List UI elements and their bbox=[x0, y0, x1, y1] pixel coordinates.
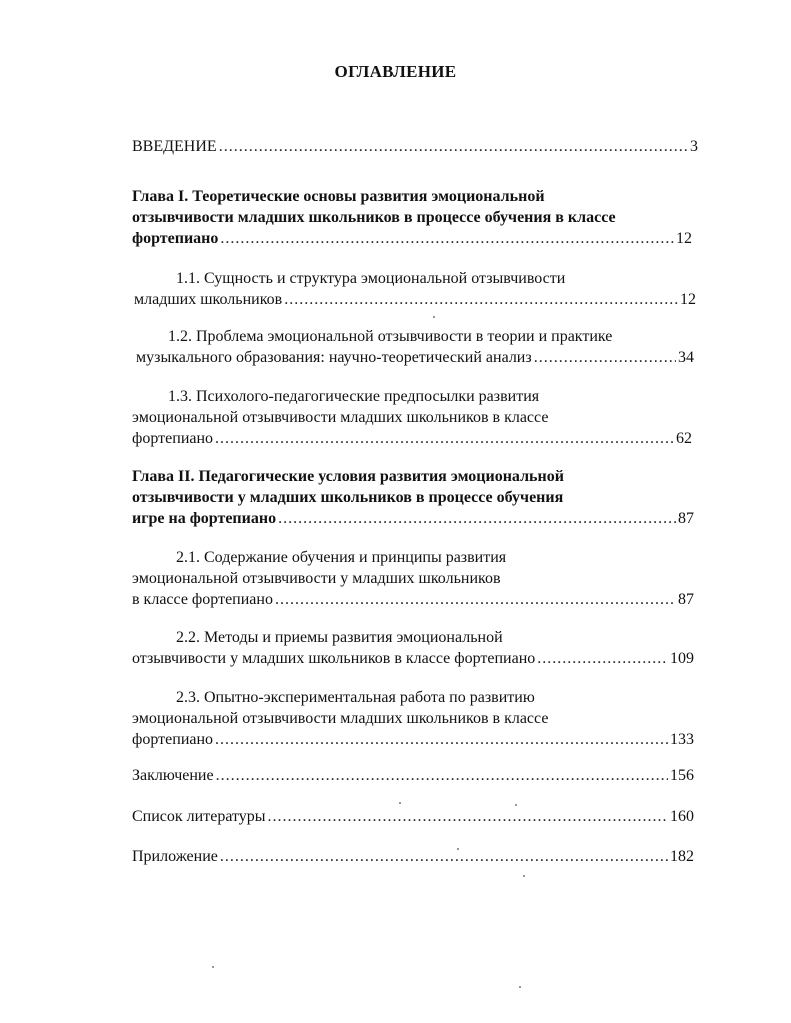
scan-speck bbox=[515, 804, 517, 806]
conclusion-label: Заключение bbox=[132, 767, 214, 784]
s13-line1: 1.3. Психолого-педагогические предпосылки развития bbox=[168, 388, 540, 405]
leader-dots bbox=[275, 589, 676, 610]
toc-entry-chapter2[interactable] bbox=[132, 466, 694, 529]
chapter2-line2: отзывчивости у младших школьников в процессе обучения bbox=[132, 489, 564, 506]
chapter2-page: 87 bbox=[678, 510, 694, 527]
toc-title: ОГЛАВЛЕНИЕ bbox=[334, 62, 457, 81]
toc-entry-1-2[interactable] bbox=[132, 326, 694, 368]
leader-dots bbox=[537, 648, 668, 669]
leader-dots bbox=[284, 289, 678, 310]
leader-dots bbox=[219, 136, 688, 157]
scan-speck bbox=[519, 986, 521, 988]
conclusion-page: 156 bbox=[670, 767, 694, 784]
toc-entry-1-3[interactable] bbox=[132, 386, 692, 449]
s23-line1: 2.3. Опытно-экспериментальная работа по развитию bbox=[176, 689, 535, 706]
references-label: Список литературы bbox=[132, 808, 266, 825]
leader-dots bbox=[268, 806, 668, 827]
references-page: 160 bbox=[670, 808, 694, 825]
intro-label: ВВЕДЕНИЕ bbox=[132, 138, 217, 155]
leader-dots bbox=[215, 729, 668, 750]
scan-speck bbox=[523, 875, 525, 877]
intro-page: 3 bbox=[690, 138, 698, 155]
toc-entry-appendix[interactable] bbox=[132, 846, 694, 867]
leader-dots bbox=[220, 228, 674, 249]
s23-line2: эмоциональной отзывчивости младших школьников в классе bbox=[132, 710, 549, 727]
chapter2-line1: Глава II. Педагогические условия развития эмоциональной bbox=[132, 468, 564, 485]
chapter2-line3: игре на фортепиано bbox=[132, 510, 277, 527]
s21-page: 87 bbox=[678, 591, 694, 608]
chapter1-line1: Глава I. Теоретические основы развития эмоциональной bbox=[132, 188, 545, 205]
s12-line1: 1.2. Проблема эмоциональной отзывчивости в теории и практике bbox=[168, 328, 613, 345]
leader-dots bbox=[220, 846, 668, 867]
toc-entry-2-2[interactable] bbox=[132, 627, 694, 669]
appendix-page: 182 bbox=[670, 848, 694, 865]
s12-line2: музыкального образования: научно-теоретический анализ bbox=[136, 349, 532, 366]
s13-line2: эмоциональной отзывчивости младших школьников в классе bbox=[132, 409, 549, 426]
leader-dots bbox=[278, 508, 676, 529]
chapter1-line3: фортепиано bbox=[132, 230, 219, 247]
leader-dots bbox=[534, 347, 676, 368]
s21-line1: 2.1. Содержание обучения и принципы развития bbox=[176, 549, 507, 566]
leader-dots bbox=[215, 428, 674, 449]
scan-speck bbox=[457, 848, 459, 850]
s23-line3: фортепиано bbox=[132, 731, 214, 748]
toc-entry-chapter1[interactable] bbox=[132, 186, 692, 249]
chapter1-page: 12 bbox=[676, 230, 692, 247]
s13-page: 62 bbox=[676, 430, 692, 447]
s21-line3: в классе фортепиано bbox=[132, 591, 273, 608]
toc-entry-conclusion[interactable] bbox=[132, 765, 694, 786]
toc-entry-2-1[interactable] bbox=[132, 547, 694, 610]
s12-page: 34 bbox=[678, 349, 694, 366]
scan-speck bbox=[433, 316, 435, 318]
s22-line2: отзывчивости у младших школьников в классе фортепиано bbox=[132, 650, 536, 667]
s23-page: 133 bbox=[670, 731, 694, 748]
s11-line2: младших школьников bbox=[134, 291, 283, 308]
toc-entry-1-1[interactable] bbox=[132, 268, 696, 310]
s11-line1: 1.1. Сущность и структура эмоциональной отзывчивости bbox=[176, 270, 566, 287]
scan-speck bbox=[399, 802, 401, 804]
toc-entry-2-3[interactable] bbox=[132, 687, 694, 750]
scan-speck bbox=[212, 966, 214, 968]
s22-line1: 2.2. Методы и приемы развития эмоциональной bbox=[176, 629, 503, 646]
chapter1-line2: отзывчивости младших школьников в процессе обучения в классе bbox=[132, 209, 616, 226]
s21-line2: эмоциональной отзывчивости у младших школьников bbox=[132, 570, 501, 587]
s22-page: 109 bbox=[670, 650, 694, 667]
toc-entry-references[interactable] bbox=[132, 806, 694, 827]
appendix-label: Приложение bbox=[132, 848, 218, 865]
leader-dots bbox=[216, 765, 668, 786]
s13-line3: фортепиано bbox=[132, 430, 214, 447]
s11-page: 12 bbox=[680, 291, 696, 308]
toc-entry-intro[interactable] bbox=[132, 136, 698, 157]
